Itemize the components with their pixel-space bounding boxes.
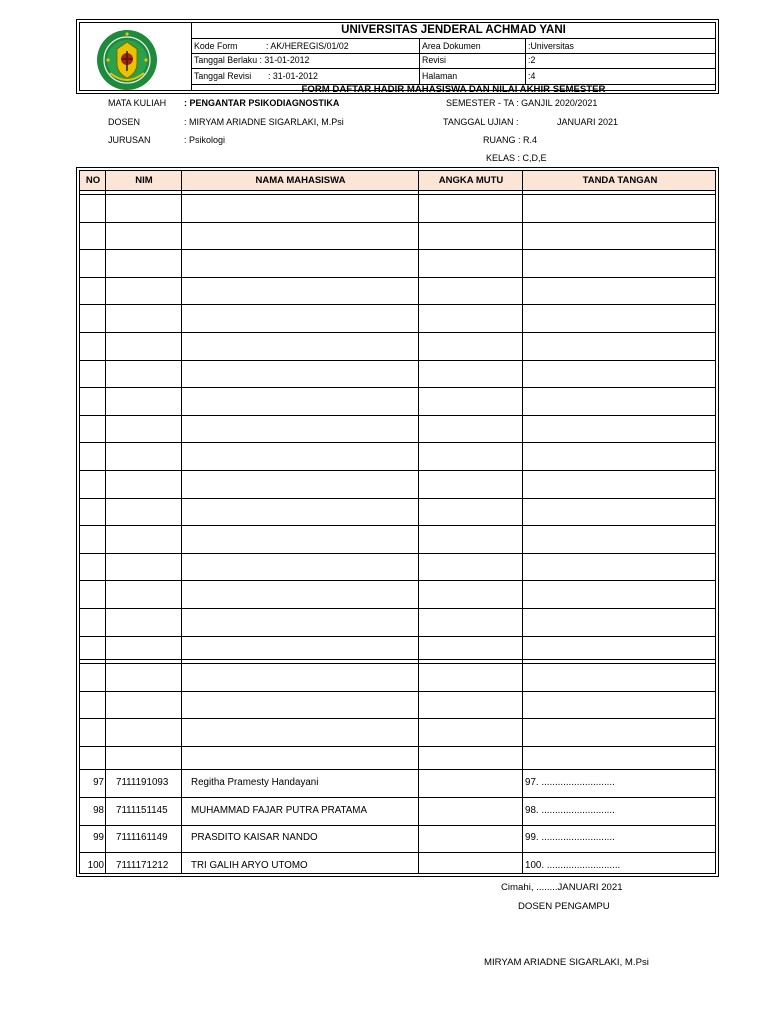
lecturer-role: DOSEN PENGAMPU (518, 901, 610, 912)
row-divider (80, 797, 715, 798)
row-nim: 7111171212 (116, 860, 169, 871)
jurusan-label: JURUSAN (108, 135, 151, 145)
form-title: FORM DAFTAR HADIR MAHASISWA DAN NILAI AKHIR SEMESTER (301, 84, 606, 95)
revisi-label: Revisi (422, 55, 446, 65)
row-divider (80, 525, 715, 526)
dosen-value: : MIRYAM ARIADNE SIGARLAKI, M.Psi (184, 117, 344, 127)
halaman-label: Halaman (422, 71, 458, 81)
row-divider (80, 769, 715, 770)
row-divider (80, 360, 715, 361)
header-tanda-tangan: TANDA TANGAN (582, 175, 658, 186)
row-divider (80, 746, 715, 747)
row-divider (80, 553, 715, 554)
meta-divider (525, 39, 526, 53)
row-divider (80, 442, 715, 443)
row-no: 99 (93, 832, 104, 843)
semester-info: SEMESTER - TA : GANJIL 2020/2021 (446, 98, 598, 108)
meta-divider (525, 53, 526, 68)
ruang-info: RUANG : R.4 (483, 135, 538, 145)
tanggal-revisi-label: Tanggal Revisi (194, 71, 252, 81)
row-nama: TRI GALIH ARYO UTOMO (191, 860, 308, 871)
place-date: Cimahi, ........JANUARI 2021 (501, 882, 623, 893)
meta-divider (419, 53, 420, 68)
kelas-info: KELAS : C,D,E (486, 153, 547, 163)
row-no: 100 (87, 860, 104, 871)
mata-kuliah-value: : PENGANTAR PSIKODIAGNOSTIKA (184, 98, 340, 108)
lecturer-signature-name: MIRYAM ARIADNE SIGARLAKI, M.Psi (484, 957, 649, 968)
tanggal-berlaku: Tanggal Berlaku : 31-01-2012 (194, 55, 310, 65)
row-divider (80, 608, 715, 609)
row-nama: MUHAMMAD FAJAR PUTRA PRATAMA (191, 805, 367, 816)
header-nama: NAMA MAHASISWA (255, 175, 346, 186)
dosen-label: DOSEN (108, 117, 141, 127)
area-value: :Universitas (528, 41, 574, 51)
row-tanda-tangan: 99. ........................... (525, 832, 615, 843)
row-divider (80, 222, 715, 223)
tanggal-ujian-value: JANUARI 2021 (557, 117, 619, 127)
row-tanda-tangan: 100. ........................... (525, 860, 621, 871)
row-divider (80, 387, 715, 388)
meta-divider (525, 68, 526, 84)
row-divider (80, 691, 715, 692)
row-tanda-tangan: 98. ........................... (525, 805, 615, 816)
header-frame (79, 22, 716, 95)
area-label: Area Dokumen (422, 41, 481, 51)
meta-row-tanggal-berlaku (192, 53, 715, 69)
row-nim: 7111191093 (116, 777, 169, 788)
row-divider (80, 194, 715, 195)
kode-form-label: Kode Form (194, 41, 238, 51)
university-title: UNIVERSITAS JENDERAL ACHMAD YANI (192, 23, 715, 39)
meta-row-kode-form (192, 39, 715, 54)
university-emblem-icon (96, 29, 158, 91)
header-angka-mutu: ANGKA MUTU (438, 175, 504, 186)
row-divider (80, 332, 715, 333)
row-nim: 7111151145 (116, 805, 168, 816)
row-no: 97 (93, 777, 104, 788)
table-header-row (80, 171, 715, 191)
halaman-value: :4 (528, 71, 536, 81)
meta-row-tanggal-revisi (192, 68, 715, 85)
jurusan-value: : Psikologi (184, 135, 226, 145)
row-nama: PRASDITO KAISAR NANDO (191, 832, 318, 843)
logo-cell (80, 23, 192, 90)
meta-divider (419, 68, 420, 84)
mata-kuliah-label: MATA KULIAH (108, 98, 167, 108)
row-divider (80, 636, 715, 637)
row-nama: Regitha Pramesty Handayani (191, 777, 319, 788)
row-tanda-tangan: 97. ........................... (525, 777, 615, 788)
kode-form-value: : AK/HEREGIS/01/02 (266, 41, 349, 51)
header-no: NO (85, 175, 101, 186)
meta-divider (419, 39, 420, 53)
row-divider (80, 663, 715, 664)
row-nim: 7111161149 (116, 832, 168, 843)
document-header (76, 19, 719, 94)
attendance-table-body (79, 170, 716, 874)
row-divider (80, 415, 715, 416)
revisi-value: :2 (528, 55, 536, 65)
row-divider (80, 659, 715, 660)
row-divider (80, 498, 715, 499)
row-no: 98 (93, 805, 104, 816)
tanggal-ujian-label: TANGGAL UJIAN : (443, 117, 519, 127)
tanggal-revisi-value: : 31-01-2012 (268, 71, 318, 81)
row-divider (80, 718, 715, 719)
row-divider (80, 852, 715, 853)
row-divider (80, 825, 715, 826)
row-divider (80, 249, 715, 250)
attendance-table (76, 167, 719, 877)
row-divider (80, 277, 715, 278)
row-divider (80, 580, 715, 581)
row-divider (80, 470, 715, 471)
row-divider (80, 304, 715, 305)
header-nim: NIM (135, 175, 153, 186)
